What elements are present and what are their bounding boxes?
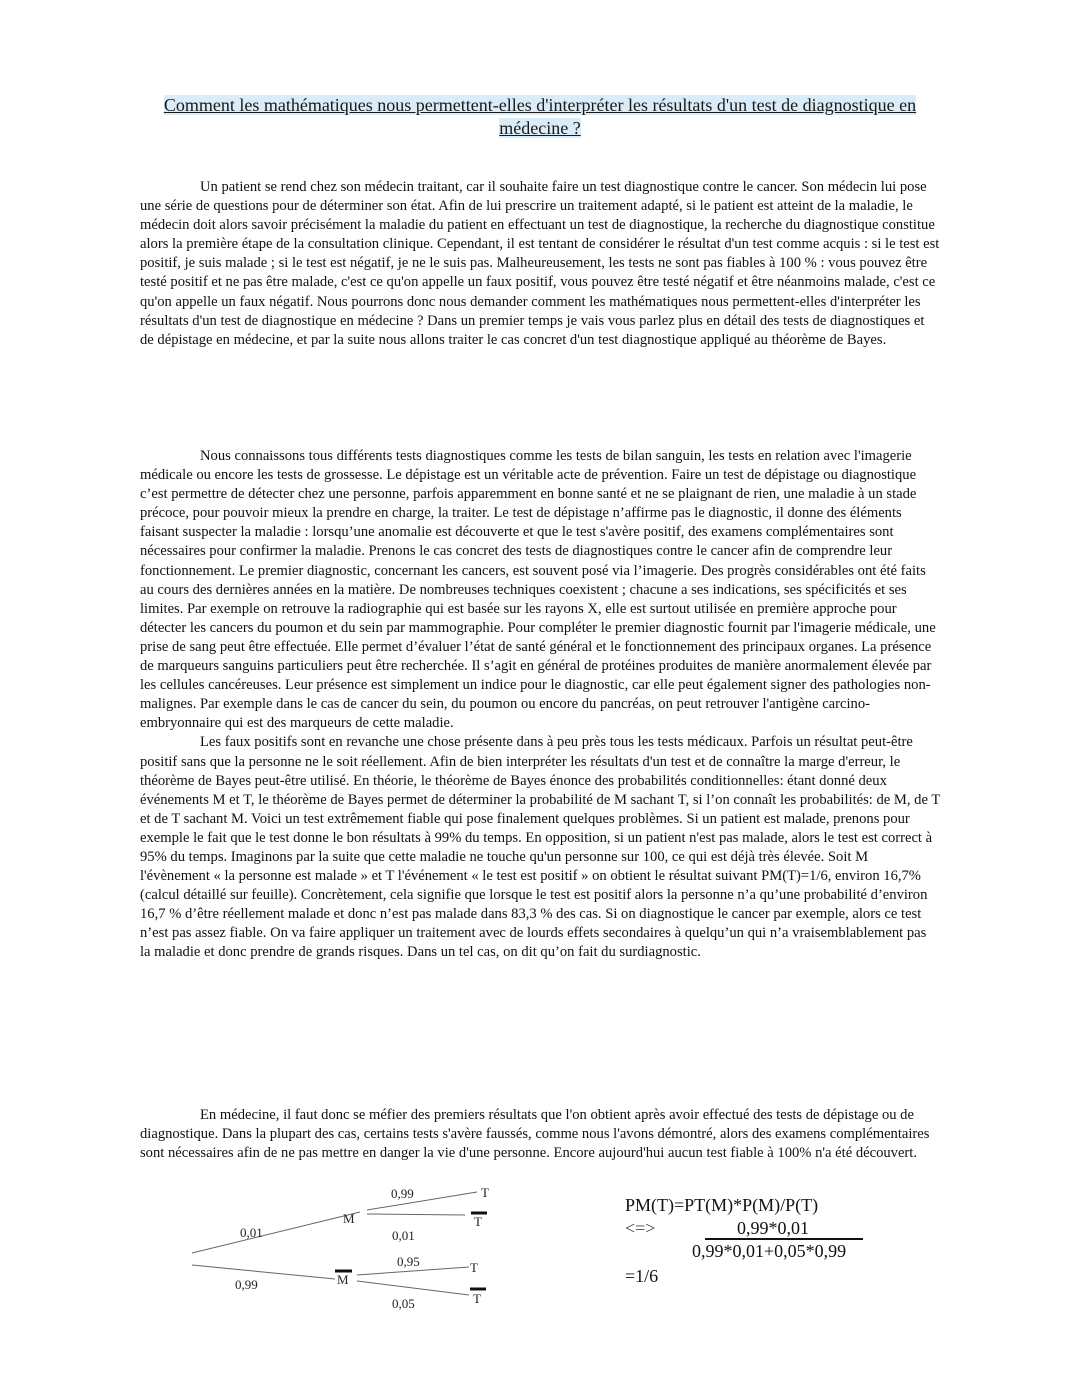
prob-m: 0,01 [240,1225,263,1240]
leaf-t: T [470,1260,478,1275]
equivalence-sign: <=> [625,1218,656,1238]
probability-tree-diagram [185,1183,505,1318]
conclusion-paragraph-block [140,1106,940,1163]
branch-m [192,1212,360,1253]
leaf-not-t: T [473,1291,481,1306]
intro-paragraph-block [140,178,940,350]
branch-not-m [192,1265,335,1279]
paragraph: Nous connaissons tous différents tests diagnostiques comme les tests de bilan sanguin, les tests en relation avec l'imagerie médicale ou encore les tests de grossesse. Le dépistage est un véritable acte de prévention. Faire un test de dépistage ou diagnostique c’est permettre de détecter chez une personne, parfois apparemment en bonne santé et ne se plaignant de rien, une maladie à un stade précoce, pour pouvoir mieux la prendre en charge, la traiter. Le test de dépistage n’affirme pas le diagnostic, il donne des éléments faisant suspecter la maladie : lorsqu’une anomalie est découverte et que le test s'avère positif, des examens complémentaires sont nécessaires pour confirmer la maladie. Prenons le cas concret des tests de diagnostiques contre le cancer afin de comprendre leur fonctionnement. Le premier diagnostic, concernant les cancers, est souvent posé via l’imagerie. Des progrès considérables ont été faits au cours des dernières années en la matière. De nombreuses techniques coexistent ; chacune a ses indications, ses spécificités et ses limites. Par exemple on retrouve la radiographie qui est basée sur les rayons X, elle est surtout utilisée en première approche pour détecter les cancers du poumon et du sein par mammographie. Pour compléter le premier diagnostic fournit par l'imagerie médicale, une prise de sang peut être effectuée. Elle permet d’évaluer l’état de santé général et le fonctionnement des principaux organes. La présence de marqueurs sanguins particuliers peut être recherchée. Il s’agit en général de protéines produites de manière anormalement élevée par les cellules cancéreuses. Leur présence est simplement un indice pour le diagnostic, car elle peut également signer des pathologies non-malignes. Par exemple dans le cas de cancer du sein, du poumon ou encore du pancréas, on peut retrouver l'antigène carcino-embryonnaire qui est des marqueurs de cette maladie. [140,448,936,732]
node-m: M [343,1211,355,1226]
node-not-m: M [337,1272,349,1287]
prob-not-t-given-m: 0,01 [392,1228,415,1243]
paragraph: Les faux positifs sont en revanche une chose présente dans à peu près tous les tests médicaux. Parfois un résultat peut-être positif sans que la personne ne le soit réellement. Afin de bien interpréter les résultats d'un test et de connaître la marge d'erreur, le théorème de Bayes peut-être utilisé. En théorie, le théorème de Bayes énonce des probabilités conditionnelles: étant donné deux événements M et T, le théorème de Bayes permet de déterminer la probabilité de M sachant T, si l’on connaît les probabilités: de M, de T et de T sachant M. Voici un test extrêmement fiable qui pose finalement quelques problèmes. Si un patient est malade, prenons pour exemple le fait que le test donne le bon résultats à 99% du temps. En opposition, si un patient n'est pas malade, alors le test est correct à 95% du temps. Imaginons par la suite que cette maladie ne touche qu'un personne sur 100, ce qui est déjà très élevée. Soit M l'évènement « la personne est malade » et T l'événement « le test est positif » on obtient le résultat suivant PM(T)=1/6, environ 16,7% (calcul détaillé sur feuille). Concrètement, cela signifie que lorsque le test est positif alors la personne n’a qu’une probabilité d’environ 16,7 % d’être réellement malade et donc n’est pas malade dans 83,3 % des cas. Si on diagnostique le cancer par exemple, alors ce test n’est pas assez fiable. On va faire appliquer un traitement avec de lourds effets secondaires à quelqu’un qui n’a vraisemblablement pas la maladie et donc prendre de grands risques. Dans un tel cas, on dit qu’on fait du surdiagnostic. [140,734,940,961]
formula-numerator: 0,99*0,01 [737,1218,809,1238]
paragraph: Un patient se rend chez son médecin traitant, car il souhaite faire un test diagnostique contre le cancer. Son médecin lui pose une série de questions pour de déterminer son état. Afin de lui prescrire un traitement adapté, si le patient est atteint de la maladie, le médecin doit alors savoir précisément la maladie du patient en effectuant un test de diagnostique, la recherche du diagnostique constitue alors la première étape de la consultation clinique. Cependant, il est tentant de considérer le résultat d'un test comme acquis : si le test est positif, je suis malade ; si le test est négatif, je ne le suis pas. Malheureusement, les tests ne sont pas fiables à 100 % : vous pouvez être testé positif et ne pas être malade, c'est ce qu'on appelle un faux positif, vous pouvez être testé négatif et être néanmoins malade, c'est ce qu'on appelle un faux négatif. Nous pourrons donc nous demander comment les mathématiques nous permettent-elles d'interpréter les résultats d'un test de diagnostique en médecine ? Dans un premier temps je vais vous parlez plus en détail des tests de diagnostiques et de dépistage en médecine, et par la suite nous allons traiter le cas concret d'un test diagnostique appliqué au théorème de Bayes. [140,179,940,348]
formula-line: PM(T)=PT(M)*P(M)/P(T) [625,1195,819,1215]
leaf-t: T [481,1185,489,1200]
bayes-formula [625,1194,925,1294]
branch-m-not-t [367,1214,465,1215]
branch-not-m-not-t [357,1281,469,1295]
leaf-not-t: T [474,1214,482,1229]
document-title [140,94,940,140]
title-text: Comment les mathématiques nous permettent-elles d'interpréter les résultats d'un test de diagnostique en médecine ? [163,95,917,138]
branch-m-t [367,1192,477,1210]
prob-not-t-given-not-m: 0,05 [392,1296,415,1311]
prob-t-given-not-m: 0,95 [397,1254,420,1269]
development-paragraph-block [140,447,940,963]
prob-t-given-m: 0,99 [391,1186,414,1201]
paragraph: En médecine, il faut donc se méfier des premiers résultats que l'on obtient après avoir effectué des tests de dépistage ou de diagnostique. Dans la plupart des cas, certains tests s'avère faussés, comme nous l'avons démontré, alors des examens complémentaires sont nécessaires afin de ne pas mettre en danger la vie d'une personne. Encore aujourd'hui aucun test fiable à 100% n'a été découvert. [140,1107,930,1162]
formula-denominator: 0,99*0,01+0,05*0,99 [692,1241,847,1261]
formula-result: =1/6 [625,1266,659,1286]
prob-not-m: 0,99 [235,1277,258,1292]
